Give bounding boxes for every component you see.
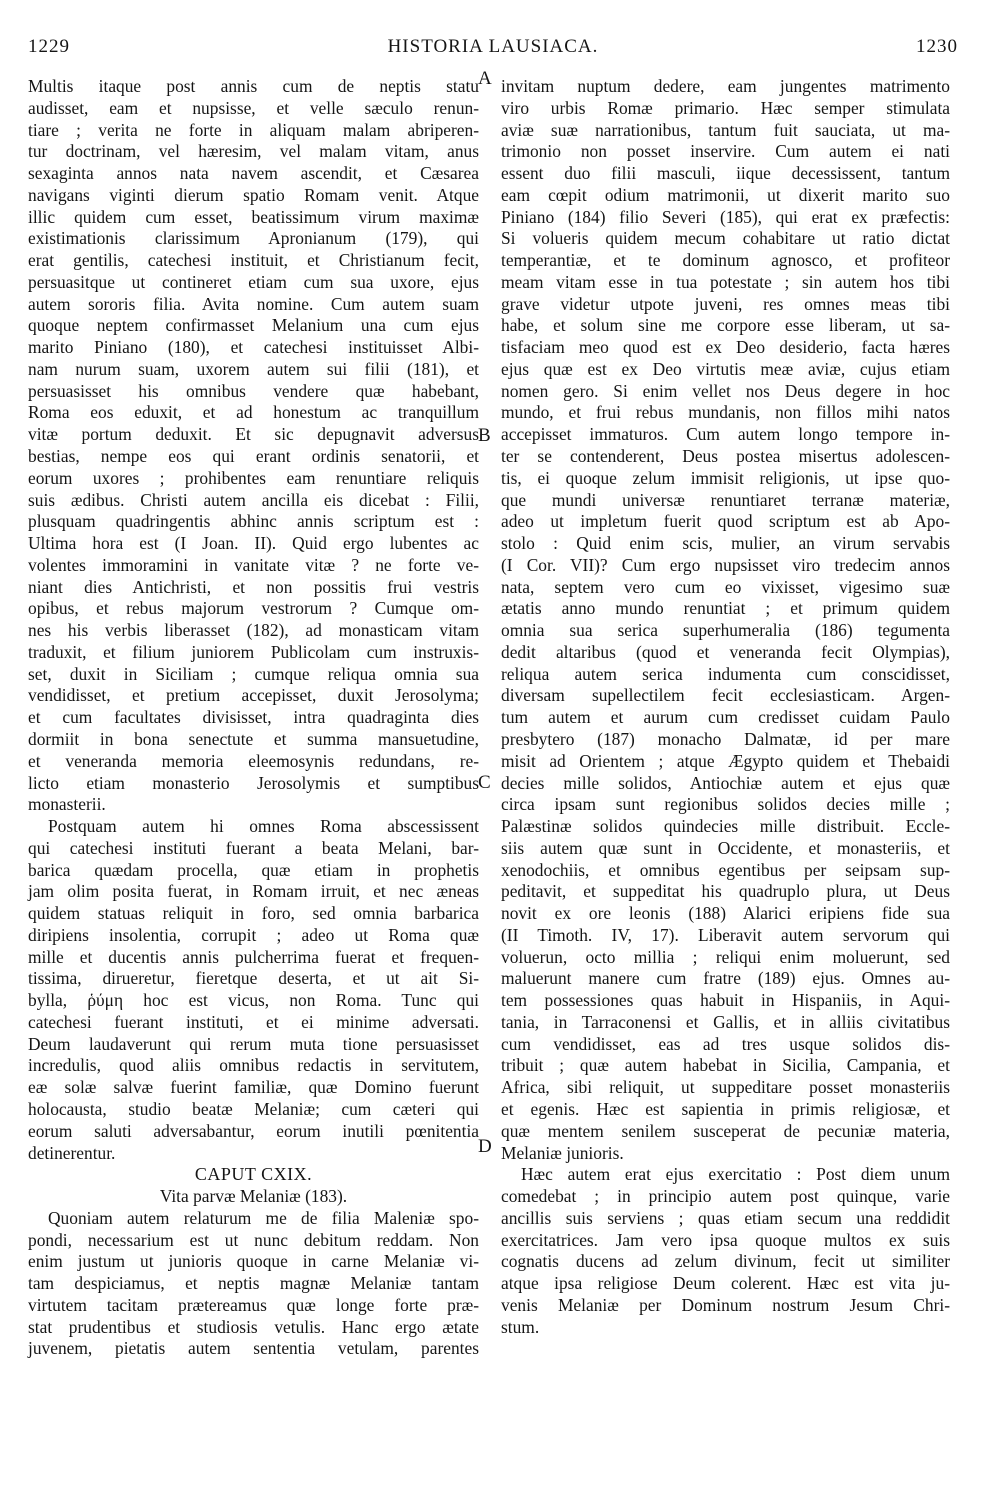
text-line: venis Melaniæ per Dominum nostrum Jesum Chri-	[501, 1294, 950, 1315]
text-line: ejus quæ est ex Deo virtutis meæ aviæ, cujus etiam	[501, 358, 950, 379]
text-line: viro urbis Romæ primario. Hæc semper stimulata	[501, 97, 950, 118]
text-line: (I Cor. VII)? Cum ergo nupsisset viro tredecim annos	[501, 554, 950, 575]
text-line: grave videtur utpote juveni, res omnes meas tibi	[501, 293, 950, 314]
text-line: dormiit in bona senectute et summa mansuetudine,	[28, 728, 479, 749]
text-line: Multis itaque post annis cum de neptis statu	[28, 76, 479, 96]
running-title: HISTORIA LAUSIACA.	[387, 36, 599, 57]
text-line: mundo, et frui rebus mundanis, non fillos mihi natos	[501, 402, 950, 423]
text-line: quoque neptem confirmasset Melanium una cum ejus	[28, 315, 479, 336]
text-line: circa ipsam sunt regionibus solidos decies mille ;	[501, 794, 950, 815]
text-line: invitam nuptum dedere, eam jungentes matrimento	[501, 76, 950, 96]
right-column	[501, 76, 950, 1338]
text-line: et veneranda memoria eleemosynis redundans, re-	[28, 750, 479, 771]
text-line: eæ solæ salvæ fuerint familiæ, quæ Domino fuerunt	[28, 1077, 479, 1098]
text-line: Postquam autem hi omnes Roma abscessissent	[48, 816, 479, 837]
text-line: incredulis, quod aliis omnibus redactis in servitutem,	[28, 1055, 479, 1076]
text-line: nata, septem vero cum eo vixisset, vigesimo suæ	[501, 576, 950, 597]
text-line: mille et ducentis annis pulcherrima fuerat et frequen-	[28, 946, 479, 967]
section-marker: C	[478, 772, 491, 793]
text-line: audisset, eam et nupsisse, et velle sæculo renun-	[28, 97, 479, 118]
text-line: atque ipsa religiose Deum colerent. Hæc est vita ju-	[501, 1273, 950, 1294]
chapter-heading: CAPUT CXIX.	[194, 1164, 313, 1185]
text-line: voluerun, octo millia ; reliqui enim moluerunt, sed	[501, 946, 950, 967]
text-line: catechesi fuerant instituti, et ei minime adversati.	[28, 1011, 479, 1032]
text-line: Si volueris quidem mecum cohabitare ut ratio dictat	[501, 228, 950, 249]
text-line: juvenem, pietatis autem sententia vetulam, parentes	[28, 1338, 479, 1359]
text-line: persuasitque ut contineret etiam cum sua uxore, ejus	[28, 271, 479, 292]
text-line: aviæ suæ narrationibus, tantum fuit sauciata, ut ma-	[501, 119, 950, 140]
text-line: eorum saluti adversabantur, eorum inutili pœnitentia	[28, 1120, 479, 1141]
text-line: accepisset immaturos. Cum autem longo tempore in-	[501, 424, 950, 445]
text-line: niant dies Antichristi, et non possitis frui vestris	[28, 576, 479, 597]
text-line: stum.	[501, 1316, 540, 1337]
text-line: presbytero (187) monacho Dalmatæ, id per mare	[501, 728, 950, 749]
text-line: tiare ; verita ne forte in aliquam malam abriperen-	[28, 119, 479, 140]
text-line: holocausta, studio beatæ Melaniæ; cum cæteri qui	[28, 1098, 479, 1119]
text-line: navigans viginti dierum spatio Romam venit. Atque	[28, 184, 479, 205]
text-line: suis ædibus. Christi autem ancilla eis dicebat : Filii,	[28, 489, 479, 510]
text-line: qui catechesi instituti fuerant a beata Melani, bar-	[28, 837, 479, 858]
text-line: tam despiciamus, et neptis magnæ Melaniæ tantam	[28, 1273, 479, 1294]
text-line: erat gentilis, catechesi instituit, et Christianum fecit,	[28, 250, 479, 271]
text-line: quæ mentem senilem susceperat de pecuniæ materia,	[501, 1120, 950, 1141]
text-line: (II Timoth. IV, 17). Liberavit autem servorum qui	[501, 924, 950, 945]
text-line: comedebat ; in principio autem post quinque, varie	[501, 1186, 950, 1207]
text-line: decies mille solidos, Antiochiæ autem et ejus quæ	[501, 772, 950, 793]
text-line: siis autem quæ sunt in Occidente, et monasteriis, et	[501, 837, 950, 858]
text-line: maluerunt manere cum fratre (189) ejus. Omnes au-	[501, 968, 950, 989]
section-marker: D	[478, 1136, 492, 1157]
text-line: ter se contenderent, Deus postea misertus adolescen-	[501, 446, 950, 467]
text-line: et egenis. Hæc est sapientia in primis religiosæ, et	[501, 1098, 950, 1119]
text-line: enim justum ut junioris quoque in carne Melaniæ vi-	[28, 1251, 479, 1272]
text-line: sexaginta annos nata navem ascendit, et Cæsarea	[28, 163, 479, 184]
text-line: detinerentur.	[28, 1142, 116, 1163]
text-line: stat prudentibus et studiosis vetulis. Hanc ergo ætate	[28, 1316, 479, 1337]
text-line: tisfaciam meo quod est ex Deo desiderio, facta hæres	[501, 337, 950, 358]
text-line: diripiens insolentia, corrupit ; adeo ut Roma quæ	[28, 924, 479, 945]
text-line: pondi, necessarium est ut nunc debitum reddam. Non	[28, 1229, 479, 1250]
text-line: virtutem tacitam prætereamus quæ longe forte præ-	[28, 1294, 479, 1315]
section-marker: B	[478, 425, 491, 446]
text-line: Quoniam autem relaturum me de filia Maleniæ spo-	[48, 1207, 479, 1228]
text-line: tania, in Tarraconensi et Gallis, et in alliis civitatibus	[501, 1011, 950, 1032]
text-line: plusquam quadringentis abhinc annis scriptum est :	[28, 511, 479, 532]
text-line: Africa, sibi reliquit, ut suppeditare posset monasteriis	[501, 1077, 950, 1098]
text-line: stolo : Quid enim scis, mulier, an virum servabis	[501, 533, 950, 554]
text-line: ætatis anno mundo renuntiat ; et primum quidem	[501, 598, 950, 619]
text-line: barica quædam procella, quæ etiam in prophetis	[28, 859, 479, 880]
text-line: cognatis ducens ad zelum divinum, fecit ut similiter	[501, 1251, 950, 1272]
right-page-number: 1230	[916, 36, 958, 57]
text-line: licto etiam monasterio Jerosolymis et sumptibus	[28, 772, 479, 793]
text-line: xenodochiis, et omnibus egentibus per seipsam sup-	[501, 859, 950, 880]
text-line: bestias, nempe eos qui erant ordinis senatorii, et	[28, 446, 479, 467]
text-line: autem sororis filia. Avita nomine. Cum autem suam	[28, 293, 479, 314]
text-line: Palæstinæ solidos quindecies mille distribuit. Eccle-	[501, 816, 950, 837]
text-line: Hæc autem erat ejus exercitatio : Post diem unum	[521, 1164, 950, 1185]
text-line: exercitatrices. Jam vero ipsa quoque multos ex suis	[501, 1229, 950, 1250]
text-line: trimonio non posset inservire. Cum autem ei nati	[501, 141, 950, 162]
text-line: Deum laudaverunt qui rerum muta tione persuasisset	[28, 1033, 479, 1054]
text-line: tribuit ; quæ autem habebat in Sicilia, Campania, et	[501, 1055, 950, 1076]
text-line: illic quidem cum esset, beatissimum virum maximæ	[28, 206, 479, 227]
text-line: omnia sua serica superhumeralia (186) tegumenta	[501, 620, 950, 641]
text-line: vitæ portum deduxit. Et sic depugnavit adversus	[28, 424, 479, 445]
left-page-number: 1229	[28, 36, 70, 57]
text-line: tum autem et aurum cum credisset cuidam Paulo	[501, 707, 950, 728]
text-line: quidem statuas reliquit in foro, sed omnia barbarica	[28, 903, 479, 924]
text-line: nes his verbis liberasset (182), ad monasticam vitam	[28, 620, 479, 641]
running-header	[28, 36, 958, 62]
text-line: adeo ut impletum fuerit quod scriptum est ab Apo-	[501, 511, 950, 532]
text-line: traduxit, et filium juniorem Publicolam cum instruxis-	[28, 641, 479, 662]
text-line: tem possessiones quas habuit in Hispaniis, in Aqui-	[501, 990, 950, 1011]
text-line: peditavit, et suppeditat his quadruplo plura, ut Deus	[501, 881, 950, 902]
text-line: persuasisset his omnibus vendere quæ habebant,	[28, 380, 479, 401]
text-line: opibus, et rebus majorum vestrorum ? Cumque om-	[28, 598, 479, 619]
text-line: existimationis clarissimum Apronianum (179), qui	[28, 228, 479, 249]
text-line: dedit altaribus (quod et veneranda fecit Olympias),	[501, 641, 950, 662]
text-line: Ultima hora est (I Joan. II). Quid ergo lubentes ac	[28, 533, 479, 554]
text-line: meam vitam esse in tua potestate ; sin autem hos tibi	[501, 271, 950, 292]
text-line: novit ex ore leonis (188) Alarici eripiens fide sua	[501, 903, 950, 924]
text-line: et cum facultates divisisset, intra quadraginta dies	[28, 707, 479, 728]
chapter-subtitle: Vita parvæ Melaniæ (183).	[159, 1186, 348, 1207]
text-line: eam cœpit odium matrimonii, ut dixerit marito suo	[501, 184, 950, 205]
text-line: cum vendidisset, eas ad tres usque solidos dis-	[501, 1033, 950, 1054]
text-line: volentes immoramini in vanitate vitæ ? ne forte ve-	[28, 554, 479, 575]
text-line: essent duo filii masculi, iique decessissent, tantum	[501, 163, 950, 184]
text-line: diversam supellectilem fecit ecclesiasticam. Argen-	[501, 685, 950, 706]
text-line: nam nurum suam, uxorem autem sui filii (181), et	[28, 358, 479, 379]
text-line: Melaniæ junioris.	[501, 1142, 624, 1163]
text-line: tis, ei quoque zelum immisit religionis, ut ipse quo-	[501, 467, 950, 488]
text-line: jam olim posita fuerat, in Romam irruit, et nec æneas	[28, 881, 479, 902]
text-line: monasterii.	[28, 794, 106, 815]
section-marker: A	[478, 68, 492, 89]
text-line: tur doctrinam, vel hæresim, vel malam vitam, anus	[28, 141, 479, 162]
text-line: tissima, dirueretur, fieretque deserta, et ut ait Si-	[28, 968, 479, 989]
text-line: que mundi universæ renuntiaret terranæ materiæ,	[501, 489, 950, 510]
text-line: bylla, ῥύμη hoc est vicus, non Roma. Tunc qui	[28, 990, 479, 1011]
text-line: reliqua autem serica indumenta cum conscidisset,	[501, 663, 950, 684]
text-line: misit ad Orientem ; atque Ægypto quidem et Thebaidi	[501, 750, 950, 771]
text-line: vendidisset, et pretium accepisset, duxit Jerosolyma;	[28, 685, 479, 706]
text-line: Piniano (184) filio Severi (185), qui erat ex præfectis:	[501, 206, 950, 227]
text-line: set, duxit in Siciliam ; cumque reliqua omnia sua	[28, 663, 479, 684]
text-line: habe, et solum sine me corpore esse liberam, ut sa-	[501, 315, 950, 336]
text-line: eorum uxores ; prohibentes eam renuntiare reliquis	[28, 467, 479, 488]
text-line: ancillis suis serviens ; quas etiam secum una reddidit	[501, 1207, 950, 1228]
text-line: marito Piniano (180), et catechesi instituisset Albi-	[28, 337, 479, 358]
text-line: nomen gero. Si enim vellet nos Deus degere in hoc	[501, 380, 950, 401]
text-line: temperantiæ, et te dominum agnosco, et profiteor	[501, 250, 950, 271]
text-line: Roma eos eduxit, et ad honestum ac tranquillum	[28, 402, 479, 423]
left-column	[28, 76, 479, 1360]
